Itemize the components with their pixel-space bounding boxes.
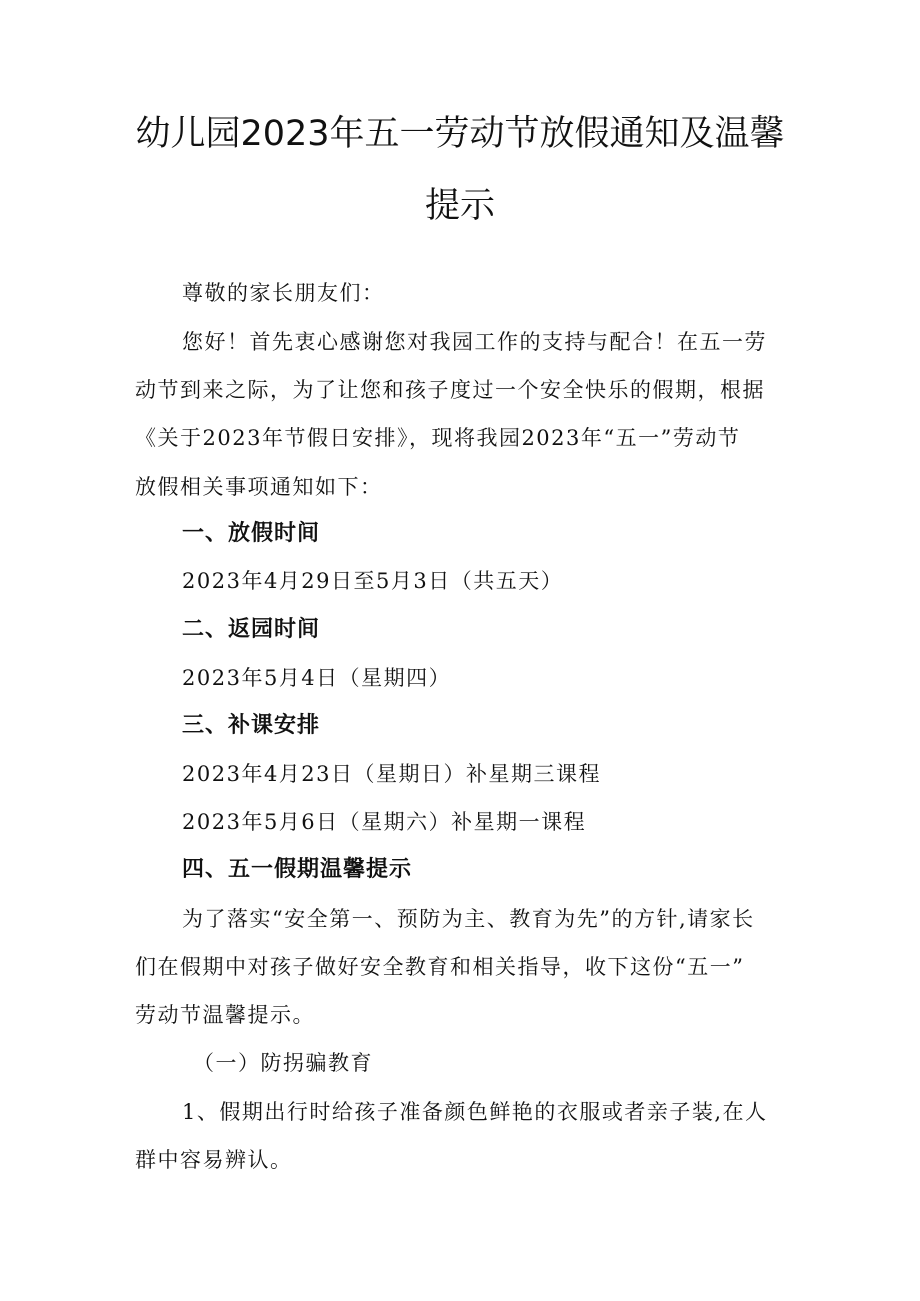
section-1-line-1: 2023年4月29日至5月3日（共五天） [182, 569, 564, 593]
section-4-line-3: 劳动节温馨提示。 [135, 1003, 315, 1027]
section-heading-3: 三、补课安排 [182, 713, 321, 738]
item-1-line-2: 群中容易辨认。 [135, 1148, 293, 1172]
intro-line-1: 您好！首先衷心感谢您对我园工作的支持与配合！在五一劳 [182, 330, 767, 354]
section-3-line-1: 2023年4月23日（星期日）补星期三课程 [182, 762, 602, 786]
section-2-line-1: 2023年5月4日（星期四） [182, 666, 452, 690]
section-4-line-1: 为了落实“安全第一、预防为主、教育为先”的方针,请家长 [182, 907, 755, 931]
section-3-line-2: 2023年5月6日（星期六）补星期一课程 [182, 810, 587, 834]
item-1-line-1: 1、假期出行时给孩子准备颜色鲜艳的衣服或者亲子装,在人 [182, 1100, 768, 1124]
section-heading-4: 四、五一假期温馨提示 [182, 857, 413, 882]
salutation: 尊敬的家长朋友们： [182, 281, 385, 305]
subsection-heading: （一）防拐骗教育 [193, 1051, 373, 1075]
intro-line-3: 《关于2023年节假日安排》，现将我园2023年“五一”劳动节 [135, 426, 741, 450]
document-title-line-2: 提示 [424, 186, 495, 226]
section-heading-2: 二、返园时间 [182, 617, 321, 642]
intro-line-2: 动节到来之际，为了让您和孩子度过一个安全快乐的假期，根据 [135, 378, 765, 402]
intro-line-4: 放假相关事项通知如下： [135, 475, 383, 499]
section-heading-1: 一、放假时间 [182, 521, 321, 546]
document-title-line-1: 幼儿园2023年五一劳动节放假通知及温馨 [135, 114, 785, 154]
section-4-line-2: 们在假期中对孩子做好安全教育和相关指导，收下这份“五一” [135, 955, 745, 979]
